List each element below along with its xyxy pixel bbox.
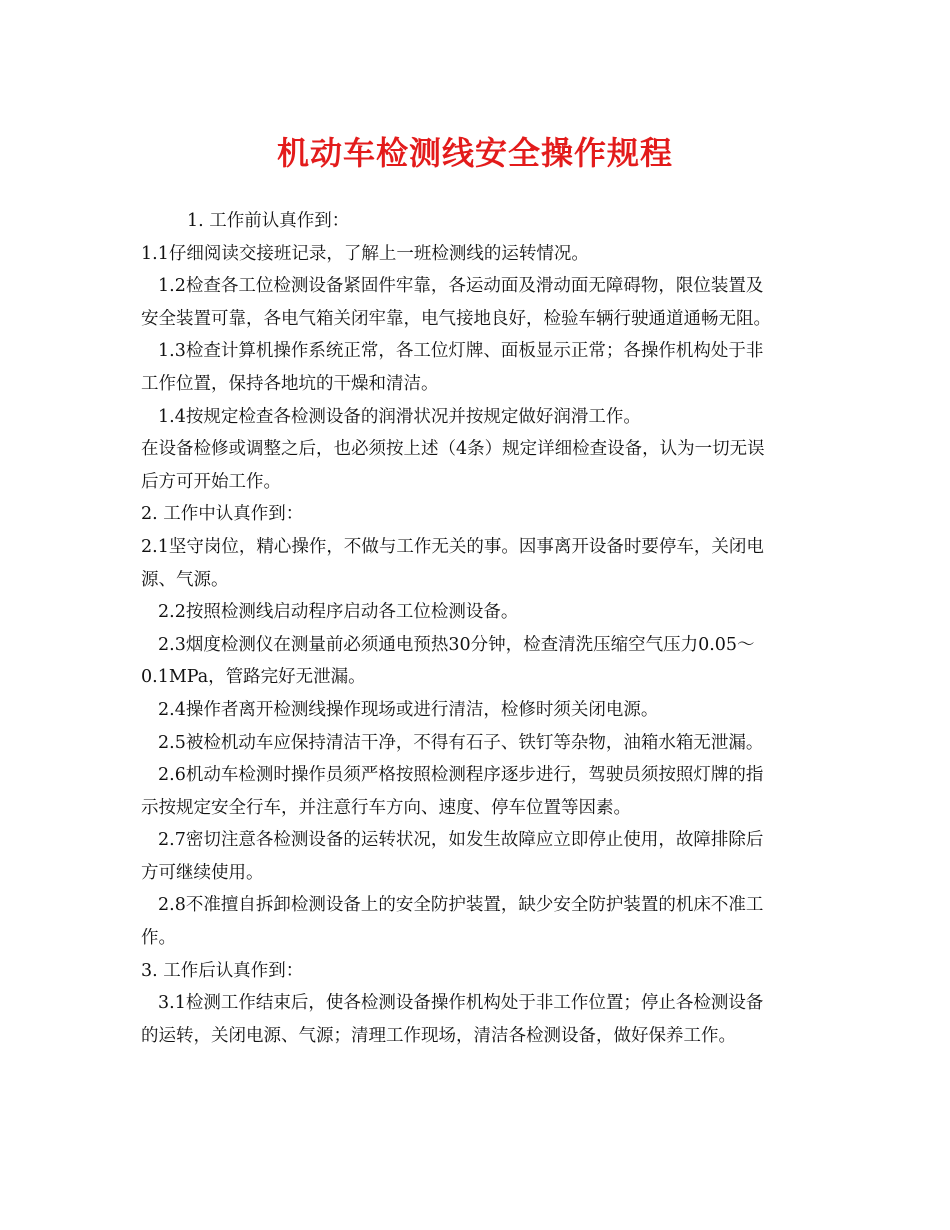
paragraph-line: 的运转，关闭电源、气源；清理工作现场，清洁各检测设备，做好保养工作。	[141, 1025, 736, 1046]
paragraph-line: 1.4按规定检查各检测设备的润滑状况并按规定做好润滑工作。	[158, 406, 641, 427]
document-body	[141, 205, 813, 1052]
paragraph-line: 0.1MPa，管路完好无泄漏。	[141, 667, 366, 688]
paragraph-line: 2.6机动车检测时操作员须严格按照检测程序逐步进行，驾驶员须按照灯牌的指	[158, 765, 764, 786]
document-title: 机动车检测线安全操作规程	[276, 134, 673, 172]
paragraph-line: 在设备检修或调整之后，也必须按上述（4条）规定详细检查设备，认为一切无误	[141, 439, 765, 460]
paragraph-line: 2.8不准擅自拆卸检测设备上的安全防护装置，缺少安全防护装置的机床不准工	[158, 895, 764, 916]
paragraph-line: 2.4操作者离开检测线操作现场或进行清洁，检修时须关闭电源。	[158, 699, 659, 720]
paragraph-line: 作。	[141, 928, 176, 949]
paragraph-line: 1.3检查计算机操作系统正常，各工位灯牌、面板显示正常；各操作机构处于非	[158, 341, 764, 362]
paragraph-line: 2.5被检机动车应保持清洁干净，不得有石子、铁钉等杂物，油箱水箱无泄漏。	[158, 732, 764, 753]
paragraph-line: 方可继续使用。	[141, 862, 264, 883]
paragraph-line: 工作位置，保持各地坑的干燥和清洁。	[141, 373, 439, 394]
section-heading: 3. 工作后认真作到：	[141, 960, 304, 981]
section-heading: 1. 工作前认真作到：	[187, 211, 350, 231]
paragraph-line: 2.7密切注意各检测设备的运转状况，如发生故障应立即停止使用，故障排除后	[158, 830, 764, 851]
paragraph-line: 后方可开始工作。	[141, 471, 281, 492]
paragraph-line: 源、气源。	[141, 569, 229, 590]
paragraph-line: 2.2按照检测线启动程序启动各工位检测设备。	[158, 602, 519, 623]
paragraph-line: 1.1仔细阅读交接班记录，了解上一班检测线的运转情况。	[141, 243, 589, 264]
section-heading: 2. 工作中认真作到：	[141, 504, 304, 525]
paragraph-line: 3.1检测工作结束后，使各检测设备操作机构处于非工作位置；停止各检测设备	[158, 993, 764, 1014]
paragraph-line: 安全装置可靠，各电气箱关闭牢靠，电气接地良好，检验车辆行驶通道通畅无阻。	[141, 308, 771, 329]
paragraph-line: 示按规定安全行车，并注意行车方向、速度、停车位置等因素。	[141, 797, 631, 818]
paragraph-line: 1.2检查各工位检测设备紧固件牢靠，各运动面及滑动面无障碍物，限位装置及	[158, 276, 764, 297]
paragraph-line: 2.1坚守岗位，精心操作，不做与工作无关的事。因事离开设备时要停车，关闭电	[141, 536, 764, 557]
paragraph-line: 2.3烟度检测仪在测量前必须通电预热30分钟，检查清洗压缩空气压力0.05～	[158, 634, 755, 655]
